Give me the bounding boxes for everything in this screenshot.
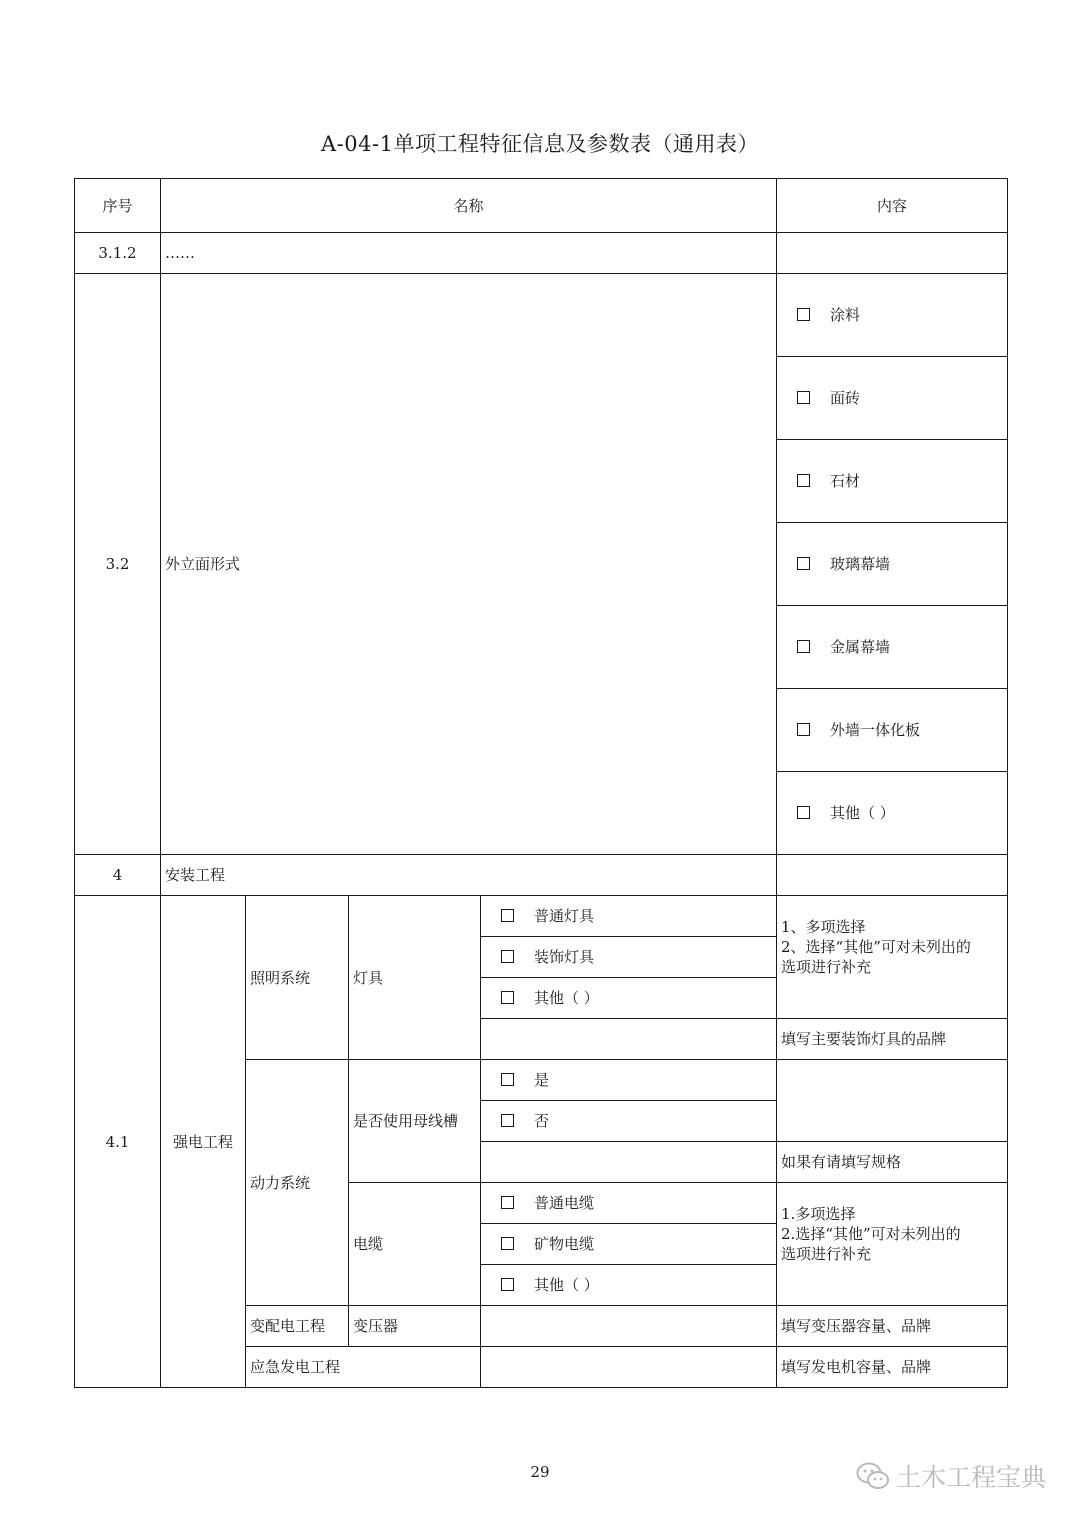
lighting-item-label: 灯具 <box>349 896 481 1060</box>
wechat-icon <box>856 1461 890 1491</box>
header-content: 内容 <box>777 179 1008 233</box>
row-no: 4 <box>75 855 161 896</box>
substation-system-label: 变配电工程 <box>246 1306 349 1347</box>
option-cell[interactable]: 金属幕墙 <box>777 606 1008 689</box>
watermark <box>856 1458 1046 1494</box>
page-title: A-04-1单项工程特征信息及参数表（通用表） <box>321 132 759 156</box>
lighting-brand-note: 填写主要装饰灯具的品牌 <box>777 1019 1008 1060</box>
option-cell[interactable]: 玻璃幕墙 <box>777 523 1008 606</box>
checkbox-icon[interactable] <box>501 1237 514 1250</box>
option-cell[interactable]: 其他（ ） <box>481 1265 777 1306</box>
checkbox-icon[interactable] <box>501 1278 514 1291</box>
busway-item-label: 是否使用母线槽 <box>349 1060 481 1183</box>
row-no: 4.1 <box>75 896 161 1388</box>
row-name: …… <box>161 233 777 274</box>
row-name: 外立面形式 <box>161 274 777 855</box>
table-row <box>75 274 1008 357</box>
header-no: 序号 <box>75 179 161 233</box>
checkbox-icon[interactable] <box>797 474 810 487</box>
checkbox-icon[interactable] <box>501 1114 514 1127</box>
table-row <box>75 855 1008 896</box>
option-cell[interactable]: 矿物电缆 <box>481 1224 777 1265</box>
watermark-text: 土木工程宝典 <box>895 1463 1046 1492</box>
row-no: 3.1.2 <box>75 233 161 274</box>
checkbox-icon[interactable] <box>797 806 810 819</box>
header-name: 名称 <box>161 179 777 233</box>
row-name: 安装工程 <box>161 855 777 896</box>
page-number: 29 <box>530 1463 550 1481</box>
row-no: 3.2 <box>75 274 161 855</box>
spec-input-cell[interactable] <box>481 1142 777 1183</box>
checkbox-icon[interactable] <box>797 723 810 736</box>
row-content <box>777 855 1008 896</box>
option-cell[interactable]: 外墙一体化板 <box>777 689 1008 772</box>
cable-item-label: 电缆 <box>349 1183 481 1306</box>
checkbox-icon[interactable] <box>797 640 810 653</box>
checkbox-icon[interactable] <box>501 950 514 963</box>
parameter-table <box>74 178 1008 1388</box>
checkbox-icon[interactable] <box>501 1073 514 1086</box>
checkbox-icon[interactable] <box>501 909 514 922</box>
checkbox-icon[interactable] <box>797 308 810 321</box>
checkbox-icon[interactable] <box>797 557 810 570</box>
brand-input-cell[interactable] <box>481 1019 777 1060</box>
option-cell[interactable]: 否 <box>481 1101 777 1142</box>
option-cell[interactable]: 其他（ ） <box>481 978 777 1019</box>
substation-input-cell[interactable] <box>481 1306 777 1347</box>
substation-item-label: 变压器 <box>349 1306 481 1347</box>
busway-blank-note <box>777 1060 1008 1142</box>
option-cell[interactable]: 涂料 <box>777 274 1008 357</box>
table-row <box>75 896 1008 937</box>
table-row <box>75 233 1008 274</box>
option-cell[interactable]: 普通电缆 <box>481 1183 777 1224</box>
checkbox-icon[interactable] <box>797 391 810 404</box>
option-cell[interactable]: 是 <box>481 1060 777 1101</box>
lighting-system-label: 照明系统 <box>246 896 349 1060</box>
option-cell[interactable]: 石材 <box>777 440 1008 523</box>
power-system-label: 动力系统 <box>246 1060 349 1306</box>
table-header-row <box>75 179 1008 233</box>
option-cell[interactable]: 面砖 <box>777 357 1008 440</box>
generator-system-label: 应急发电工程 <box>246 1347 481 1388</box>
generator-input-cell[interactable] <box>481 1347 777 1388</box>
lighting-note: 1、多项选择 2、选择“其他”可对未列出的 选项进行补充 <box>777 896 1008 1019</box>
busway-note: 如果有请填写规格 <box>777 1142 1008 1183</box>
option-cell[interactable]: 普通灯具 <box>481 896 777 937</box>
substation-note: 填写变压器容量、品牌 <box>777 1306 1008 1347</box>
cable-note: 1.多项选择 2.选择“其他”可对未列出的 选项进行补充 <box>777 1183 1008 1306</box>
generator-note: 填写发电机容量、品牌 <box>777 1347 1008 1388</box>
row-content <box>777 233 1008 274</box>
option-cell[interactable]: 装饰灯具 <box>481 937 777 978</box>
row-name: 强电工程 <box>161 896 246 1388</box>
checkbox-icon[interactable] <box>501 991 514 1004</box>
checkbox-icon[interactable] <box>501 1196 514 1209</box>
option-cell[interactable]: 其他（ ） <box>777 772 1008 855</box>
